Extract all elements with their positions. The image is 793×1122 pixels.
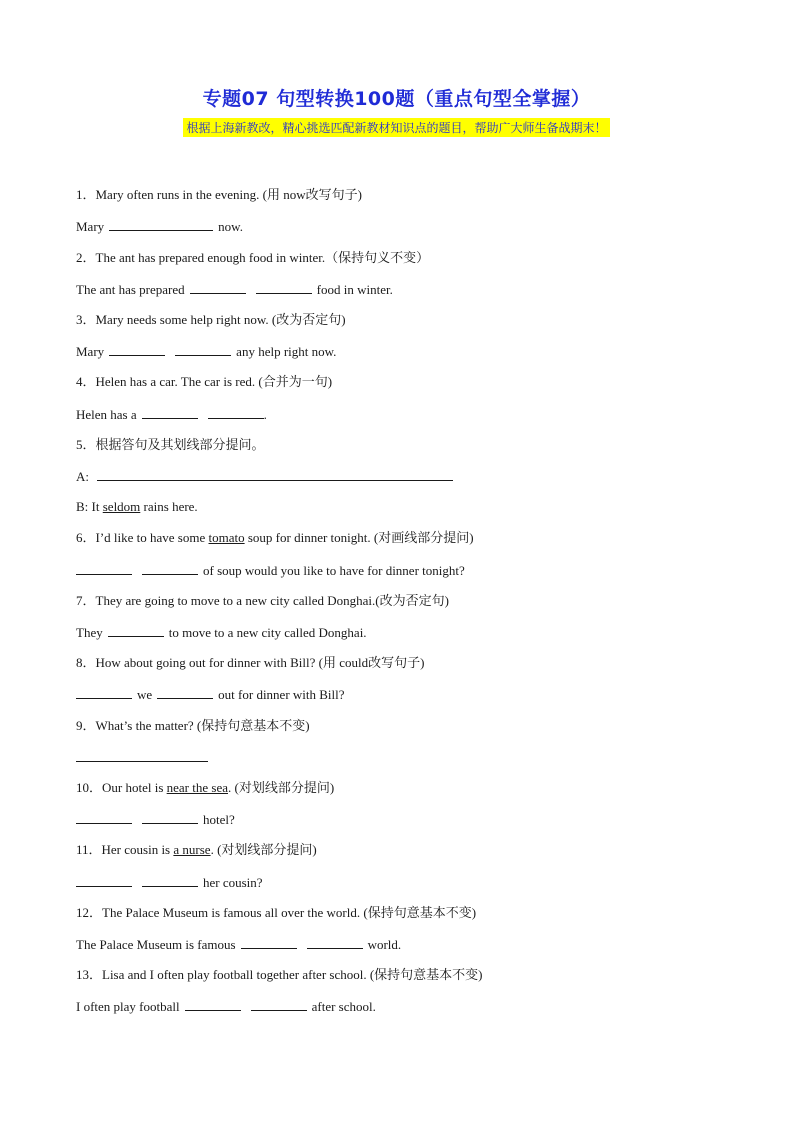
blank[interactable] [175,343,231,356]
question-8: 8．How about going out for dinner with Bill? (用 could改写句子) [76,655,425,670]
question-1: 1．Mary often runs in the evening. (用 now改写句子) [76,187,362,202]
answer-5a: A: [76,468,458,485]
question-5: 5．根据答句及其划线部分提问。 [76,437,265,452]
blank[interactable] [76,562,132,575]
blank[interactable] [256,281,312,294]
question-6: 6．I’d like to have some tomato soup for dinner tonight. (对画线部分提问) [76,530,474,545]
answer-6: of soup would you like to have for dinner tonight? [76,562,465,579]
blank[interactable] [109,343,165,356]
blank[interactable] [190,281,246,294]
answer-11: her cousin? [76,874,263,891]
blank[interactable] [142,406,198,419]
blank[interactable] [142,874,198,887]
subtitle-banner: 根据上海新教改，精心挑选匹配新教材知识点的题目，帮助广大师生备战期末！ [183,118,609,137]
answer-3: Mary any help right now. [76,344,337,359]
blank[interactable] [76,811,132,824]
answer-7: They to move to a new city called Donghai. [76,625,367,640]
answer-5b: B: It seldom rains here. [76,499,198,514]
answer-8: we out for dinner with Bill? [76,686,345,703]
question-7: 7．They are going to move to a new city called Donghai.(改为否定句) [76,593,449,608]
answer-9 [76,749,213,766]
question-10: 10．Our hotel is near the sea. (对划线部分提问) [76,780,335,795]
blank[interactable] [307,936,363,949]
answer-1: Mary now. [76,219,243,234]
blank[interactable] [76,686,132,699]
blank[interactable] [142,811,198,824]
answer-10: hotel? [76,811,235,828]
answer-13: I often play football after school. [76,999,376,1014]
blank[interactable] [76,874,132,887]
answer-2: The ant has prepared food in winter. [76,282,393,297]
question-12: 12．The Palace Museum is famous all over the world. (保持句意基本不变) [76,905,477,920]
blank[interactable] [108,624,164,637]
blank[interactable] [142,562,198,575]
blank[interactable] [185,998,241,1011]
question-4: 4．Helen has a car. The car is red. (合并为一句) [76,374,333,389]
blank[interactable] [208,406,264,419]
question-2: 2．The ant has prepared enough food in winter.（保持句义不变） [76,250,430,265]
answer-4: Helen has a . [76,407,267,422]
blank[interactable] [251,998,307,1011]
blank[interactable] [241,936,297,949]
answer-12: The Palace Museum is famous world. [76,937,402,952]
question-3: 3．Mary needs some help right now. (改为否定句) [76,312,346,327]
question-11: 11．Her cousin is a nurse. (对划线部分提问) [76,842,317,857]
blank[interactable] [97,468,453,481]
blank[interactable] [109,218,213,231]
blank[interactable] [157,686,213,699]
question-9: 9．What’s the matter? (保持句意基本不变) [76,718,310,733]
question-13: 13．Lisa and I often play football together after school. (保持句意基本不变) [76,967,483,982]
blank[interactable] [76,749,208,762]
page-title: 专题07 句型转换100题（重点句型全掌握） [202,88,591,110]
